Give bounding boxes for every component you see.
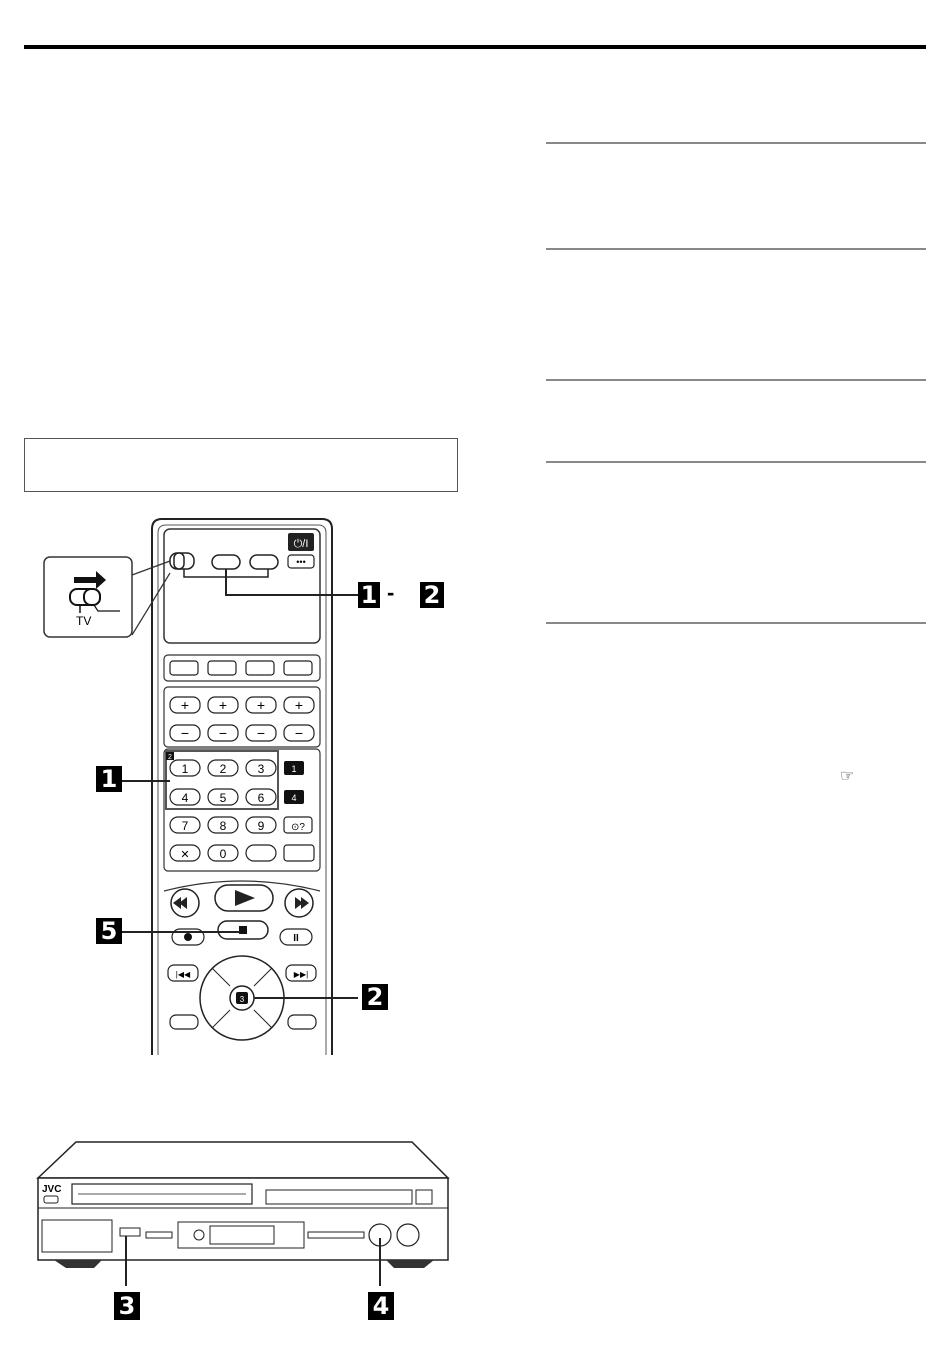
svg-text:2: 2 <box>168 754 172 761</box>
svg-text:+: + <box>218 697 228 713</box>
power-label: ⏻/I <box>293 538 309 550</box>
section-divider <box>546 248 926 250</box>
svg-text:−: − <box>218 725 228 741</box>
svg-text:II: II <box>293 933 299 944</box>
callout-step-1: 1 <box>358 582 380 608</box>
dots-label: ••• <box>296 557 306 567</box>
section-divider <box>546 622 926 624</box>
section-divider <box>546 142 926 144</box>
callout-dash: - <box>387 580 395 605</box>
top-rule <box>24 45 926 49</box>
svg-text:+: + <box>256 697 266 713</box>
note-box <box>24 438 458 492</box>
svg-text:4: 4 <box>291 793 297 803</box>
svg-text:9: 9 <box>257 819 265 833</box>
callout-step-3: 3 <box>114 1292 140 1320</box>
svg-text:+: + <box>294 697 304 713</box>
callout-step-2: 2 <box>362 984 388 1010</box>
section-divider <box>546 461 926 463</box>
svg-text:1: 1 <box>181 762 189 776</box>
callout-step-1: 1 <box>96 766 122 792</box>
vcr-brand: JVC <box>42 1184 62 1195</box>
svg-text:⊙?: ⊙? <box>291 822 305 833</box>
svg-text:0: 0 <box>219 847 227 861</box>
svg-text:2: 2 <box>219 762 227 776</box>
callout-step-5: 5 <box>96 918 122 944</box>
svg-text:7: 7 <box>181 819 189 833</box>
callout-step-2: 2 <box>420 582 444 608</box>
svg-text:5: 5 <box>219 791 227 805</box>
svg-text:6: 6 <box>257 791 265 805</box>
svg-text:▶▶|: ▶▶| <box>293 970 309 979</box>
svg-text:3: 3 <box>257 762 265 776</box>
svg-text:1: 1 <box>291 764 297 774</box>
tv-switch-label: TV <box>76 614 92 628</box>
vcr-illustration <box>34 1138 454 1298</box>
reference-icon: ☞ <box>840 768 855 785</box>
svg-text:3: 3 <box>239 995 245 1004</box>
svg-text:4: 4 <box>181 791 189 805</box>
svg-text:+: + <box>180 697 190 713</box>
section-divider <box>546 379 926 381</box>
svg-text:✕: ✕ <box>180 849 190 861</box>
svg-text:|◀◀: |◀◀ <box>175 970 191 979</box>
callout-step-4: 4 <box>368 1292 394 1320</box>
svg-text:−: − <box>294 725 304 741</box>
svg-text:−: − <box>256 725 266 741</box>
svg-text:8: 8 <box>219 819 227 833</box>
svg-text:−: − <box>180 725 190 741</box>
